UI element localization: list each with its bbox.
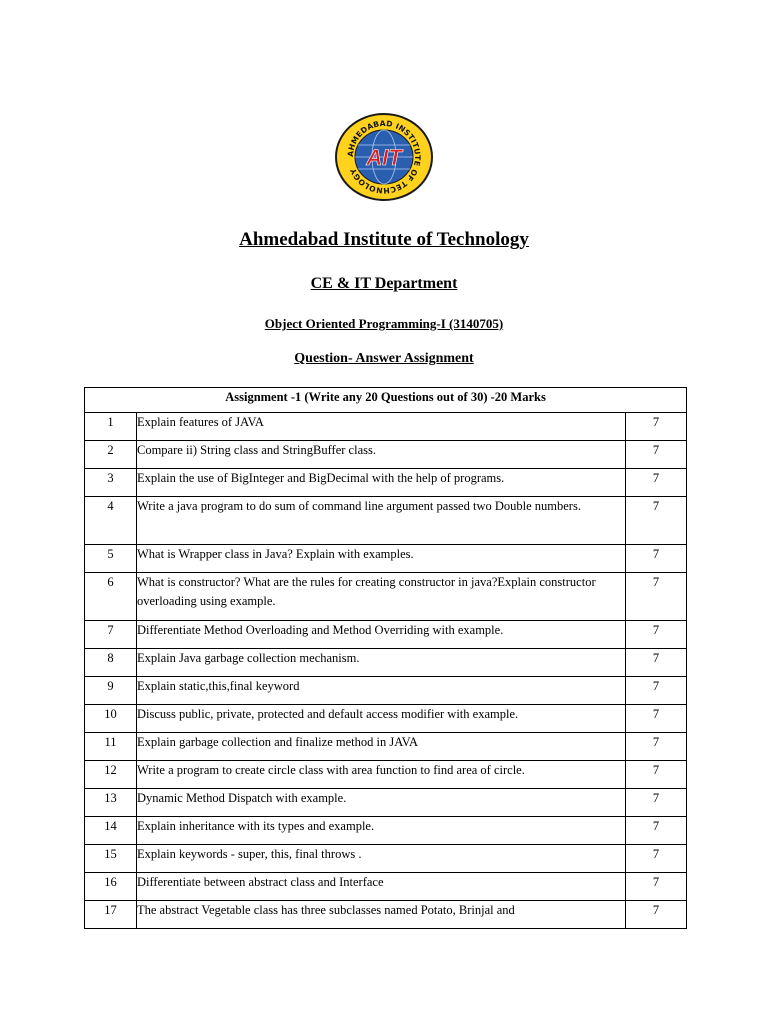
question-marks: 7 bbox=[626, 761, 687, 789]
table-title-row bbox=[85, 388, 687, 413]
table-row bbox=[85, 621, 687, 649]
question-number: 5 bbox=[85, 545, 137, 573]
question-marks: 7 bbox=[626, 573, 687, 621]
question-text: Explain keywords - super, this, final throws . bbox=[137, 845, 626, 873]
table-row bbox=[85, 441, 687, 469]
question-text: Discuss public, private, protected and default access modifier with example. bbox=[137, 705, 626, 733]
assignment-title: Assignment -1 (Write any 20 Questions out of 30) -20 Marks bbox=[85, 388, 687, 413]
table-row bbox=[85, 901, 687, 929]
question-number: 8 bbox=[85, 649, 137, 677]
question-text: Explain Java garbage collection mechanism. bbox=[137, 649, 626, 677]
question-text: Explain the use of BigInteger and BigDecimal with the help of programs. bbox=[137, 469, 626, 497]
question-marks: 7 bbox=[626, 817, 687, 845]
question-number: 16 bbox=[85, 873, 137, 901]
institute-logo bbox=[334, 112, 434, 202]
table-row bbox=[85, 677, 687, 705]
question-text: Differentiate Method Overloading and Method Overriding with example. bbox=[137, 621, 626, 649]
logo-monogram: AIT bbox=[366, 145, 402, 170]
table-row bbox=[85, 761, 687, 789]
table-row bbox=[85, 789, 687, 817]
question-text: Explain features of JAVA bbox=[137, 413, 626, 441]
question-text: Differentiate between abstract class and Interface bbox=[137, 873, 626, 901]
question-number: 7 bbox=[85, 621, 137, 649]
question-number: 14 bbox=[85, 817, 137, 845]
question-number: 2 bbox=[85, 441, 137, 469]
question-marks: 7 bbox=[626, 789, 687, 817]
question-marks: 7 bbox=[626, 413, 687, 441]
table-row bbox=[85, 817, 687, 845]
question-marks: 7 bbox=[626, 677, 687, 705]
department-name: CE & IT Department bbox=[310, 275, 458, 292]
table-row bbox=[85, 469, 687, 497]
question-marks: 7 bbox=[626, 621, 687, 649]
question-marks: 7 bbox=[626, 873, 687, 901]
question-number: 15 bbox=[85, 845, 137, 873]
question-marks: 7 bbox=[626, 733, 687, 761]
question-marks: 7 bbox=[626, 497, 687, 545]
question-text: Explain garbage collection and finalize method in JAVA bbox=[137, 733, 626, 761]
table-row bbox=[85, 497, 687, 545]
question-marks: 7 bbox=[626, 901, 687, 929]
question-number: 6 bbox=[85, 573, 137, 621]
logo-ring-text: AHMEDABAD INSTITUTE OF TECHNOLOGY bbox=[345, 118, 423, 196]
course-title: Object Oriented Programming-I (3140705) bbox=[264, 316, 504, 331]
table-row bbox=[85, 873, 687, 901]
table-row bbox=[85, 845, 687, 873]
assignment-type: Question- Answer Assignment bbox=[294, 351, 474, 366]
question-text: Explain inheritance with its types and example. bbox=[137, 817, 626, 845]
table-row bbox=[85, 573, 687, 621]
table-row bbox=[85, 733, 687, 761]
question-number: 12 bbox=[85, 761, 137, 789]
question-rows bbox=[85, 413, 687, 929]
question-marks: 7 bbox=[626, 469, 687, 497]
question-marks: 7 bbox=[626, 441, 687, 469]
question-number: 10 bbox=[85, 705, 137, 733]
question-number: 9 bbox=[85, 677, 137, 705]
question-table bbox=[84, 387, 687, 929]
question-text: Explain static,this,final keyword bbox=[137, 677, 626, 705]
question-marks: 7 bbox=[626, 545, 687, 573]
question-marks: 7 bbox=[626, 705, 687, 733]
table-row bbox=[85, 705, 687, 733]
question-marks: 7 bbox=[626, 649, 687, 677]
question-text: Write a program to create circle class with area function to find area of circle. bbox=[137, 761, 626, 789]
table-row bbox=[85, 649, 687, 677]
question-number: 4 bbox=[85, 497, 137, 545]
question-number: 1 bbox=[85, 413, 137, 441]
question-text: Write a java program to do sum of command line argument passed two Double numbers. bbox=[137, 497, 626, 545]
question-text: Compare ii) String class and StringBuffer class. bbox=[137, 441, 626, 469]
question-marks: 7 bbox=[626, 845, 687, 873]
question-number: 11 bbox=[85, 733, 137, 761]
table-row bbox=[85, 413, 687, 441]
institute-name: Ahmedabad Institute of Technology bbox=[239, 229, 529, 250]
question-text: Dynamic Method Dispatch with example. bbox=[137, 789, 626, 817]
question-number: 3 bbox=[85, 469, 137, 497]
question-number: 17 bbox=[85, 901, 137, 929]
question-text: The abstract Vegetable class has three subclasses named Potato, Brinjal and bbox=[137, 901, 626, 929]
question-number: 13 bbox=[85, 789, 137, 817]
question-text: What is constructor? What are the rules for creating constructor in java?Explain constructor overloading using example. bbox=[137, 573, 626, 621]
question-text: What is Wrapper class in Java? Explain with examples. bbox=[137, 545, 626, 573]
table-row bbox=[85, 545, 687, 573]
